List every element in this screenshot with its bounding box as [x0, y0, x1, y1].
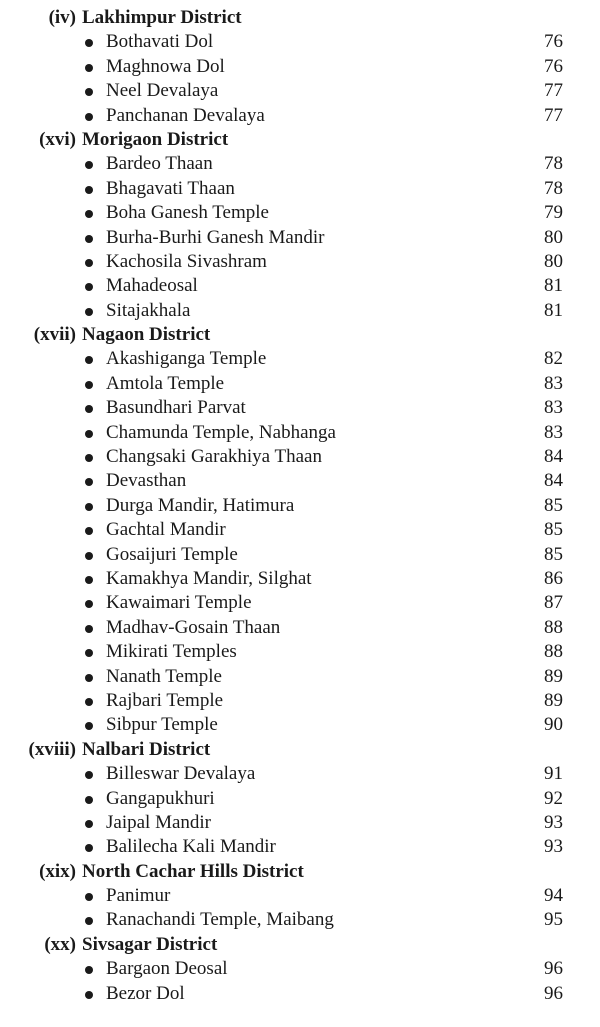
page-number: 76 [544, 55, 563, 77]
page-number: 85 [544, 519, 563, 541]
entry-title: Balilecha Kali Mandir [106, 836, 276, 858]
page-number: 89 [544, 665, 563, 687]
page-number: 87 [544, 592, 563, 614]
page-number: 94 [544, 885, 563, 907]
bullet-icon [84, 518, 94, 542]
toc-entry [0, 177, 600, 201]
entry-title: Jaipal Mandir [106, 811, 212, 833]
bullet-icon [84, 787, 94, 811]
entry-title: Akashiganga Temple [106, 348, 267, 370]
toc-entry [0, 494, 600, 518]
section-heading [0, 6, 600, 30]
entry-title: Ranachandi Temple, Maibang [106, 909, 334, 931]
entry-title: Basundhari Parvat [106, 397, 246, 419]
entry-title: Kamakhya Mandir, Silghat [106, 567, 312, 589]
toc-entry [0, 762, 600, 786]
section-heading [0, 933, 600, 957]
entry-title: Sitajakhala [106, 299, 191, 321]
page-number: 84 [544, 470, 563, 492]
page-number: 93 [544, 811, 563, 833]
toc-entry [0, 104, 600, 128]
entry-title: Gachtal Mandir [106, 519, 226, 541]
table-of-contents [0, 6, 600, 1006]
page-number: 83 [544, 421, 563, 443]
page-number: 85 [544, 543, 563, 565]
page-number: 96 [544, 982, 563, 1004]
page-number: 89 [544, 689, 563, 711]
bullet-icon [84, 226, 94, 250]
bullet-icon [84, 469, 94, 493]
page-number: 78 [544, 153, 563, 175]
page-number: 80 [544, 250, 563, 272]
toc-entry [0, 884, 600, 908]
entry-title: Bhagavati Thaan [106, 177, 235, 199]
entry-title: Changsaki Garakhiya Thaan [106, 446, 322, 468]
entry-title: Nanath Temple [106, 665, 222, 687]
entry-title: Kachosila Sivashram [106, 250, 267, 272]
page-number: 77 [544, 104, 563, 126]
bullet-icon [84, 347, 94, 371]
bullet-icon [84, 762, 94, 786]
bullet-icon [84, 957, 94, 981]
page-number: 79 [544, 202, 563, 224]
page-number: 81 [544, 299, 563, 321]
toc-entry [0, 250, 600, 274]
toc-entry [0, 908, 600, 932]
page-number: 84 [544, 446, 563, 468]
toc-entry [0, 226, 600, 250]
bullet-icon [84, 274, 94, 298]
entry-title: Madhav-Gosain Thaan [106, 616, 281, 638]
toc-entry [0, 299, 600, 323]
bullet-icon [84, 177, 94, 201]
toc-entry [0, 787, 600, 811]
toc-entry [0, 79, 600, 103]
entry-title: Panchanan Devalaya [106, 104, 265, 126]
bullet-icon [84, 396, 94, 420]
toc-entry [0, 616, 600, 640]
page-number: 85 [544, 494, 563, 516]
toc-entry [0, 689, 600, 713]
page-number: 82 [544, 348, 563, 370]
entry-title: Mahadeosal [106, 275, 198, 297]
bullet-icon [84, 835, 94, 859]
entry-title: Neel Devalaya [106, 80, 219, 102]
bullet-icon [84, 640, 94, 664]
section-title: Nagaon District [82, 324, 211, 346]
toc-entry [0, 372, 600, 396]
entry-title: Boha Ganesh Temple [106, 202, 269, 224]
bullet-icon [84, 445, 94, 469]
page-number: 83 [544, 397, 563, 419]
bullet-icon [84, 104, 94, 128]
page-number: 80 [544, 226, 563, 248]
entry-title: Mikirati Temples [106, 641, 237, 663]
section-title: Sivsagar District [82, 933, 218, 955]
entry-title: Devasthan [106, 470, 187, 492]
entry-title: Bezor Dol [106, 982, 185, 1004]
entry-title: Rajbari Temple [106, 689, 224, 711]
toc-entry [0, 152, 600, 176]
toc-entry [0, 811, 600, 835]
toc-entry [0, 30, 600, 54]
page-number: 91 [544, 763, 563, 785]
toc-entry [0, 567, 600, 591]
entry-title: Panimur [106, 885, 171, 907]
bullet-icon [84, 79, 94, 103]
toc-entry [0, 347, 600, 371]
toc-entry [0, 591, 600, 615]
section-number: (iv) [48, 7, 76, 28]
section-title: Nalbari District [82, 738, 211, 760]
page-number: 81 [544, 275, 563, 297]
page-number: 95 [544, 909, 563, 931]
bullet-icon [84, 591, 94, 615]
toc-entry [0, 982, 600, 1006]
toc-entry [0, 421, 600, 445]
section-number: (xviii) [28, 738, 76, 760]
toc-entry [0, 274, 600, 298]
section-heading [0, 128, 600, 152]
bullet-icon [84, 543, 94, 567]
section-number: (xvi) [39, 128, 76, 150]
page-number: 88 [544, 641, 563, 663]
entry-title: Bardeo Thaan [106, 153, 213, 175]
toc-entry [0, 55, 600, 79]
bullet-icon [84, 567, 94, 591]
bullet-icon [84, 201, 94, 225]
bullet-icon [84, 982, 94, 1006]
entry-title: Durga Mandir, Hatimura [106, 494, 295, 516]
bullet-icon [84, 250, 94, 274]
toc-entry [0, 543, 600, 567]
bullet-icon [84, 55, 94, 79]
entry-title: Gosaijuri Temple [106, 543, 238, 565]
bullet-icon [84, 299, 94, 323]
toc-entry [0, 445, 600, 469]
bullet-icon [84, 372, 94, 396]
entry-title: Billeswar Devalaya [106, 763, 256, 785]
page-number: 86 [544, 567, 563, 589]
page-number: 77 [544, 80, 563, 102]
toc-entry [0, 469, 600, 493]
bullet-icon [84, 811, 94, 835]
page-number: 90 [544, 714, 563, 736]
page-number: 93 [544, 836, 563, 858]
bullet-icon [84, 616, 94, 640]
section-title: Morigaon District [82, 128, 229, 150]
entry-title: Chamunda Temple, Nabhanga [106, 421, 336, 443]
toc-entry [0, 713, 600, 737]
section-heading [0, 323, 600, 347]
page-number: 76 [544, 31, 563, 53]
section-number: (xix) [39, 860, 76, 882]
toc-entry [0, 396, 600, 420]
entry-title: Sibpur Temple [106, 714, 218, 736]
bullet-icon [84, 908, 94, 932]
bullet-icon [84, 713, 94, 737]
section-number: (xvii) [33, 324, 76, 346]
page-number: 78 [544, 177, 563, 199]
entry-title: Bargaon Deosal [106, 958, 228, 980]
entry-title: Burha-Burhi Ganesh Mandir [106, 226, 325, 248]
section-number: (xx) [44, 933, 76, 955]
bullet-icon [84, 665, 94, 689]
entry-title: Gangapukhuri [106, 787, 215, 809]
section-title: Lakhimpur District [82, 7, 242, 28]
entry-title: Maghnowa Dol [106, 55, 225, 77]
toc-entry [0, 835, 600, 859]
bullet-icon [84, 689, 94, 713]
bullet-icon [84, 494, 94, 518]
toc-entry [0, 201, 600, 225]
toc-entry [0, 957, 600, 981]
toc-entry [0, 640, 600, 664]
entry-title: Bothavati Dol [106, 31, 214, 53]
toc-entry [0, 665, 600, 689]
page-number: 92 [544, 787, 563, 809]
bullet-icon [84, 884, 94, 908]
section-heading [0, 738, 600, 762]
entry-title: Amtola Temple [106, 372, 225, 394]
page-number: 88 [544, 616, 563, 638]
entry-title: Kawaimari Temple [106, 592, 252, 614]
page-number: 83 [544, 372, 563, 394]
bullet-icon [84, 152, 94, 176]
toc-entry [0, 518, 600, 542]
page-number: 96 [544, 958, 563, 980]
section-title: North Cachar Hills District [82, 860, 304, 882]
section-heading [0, 860, 600, 884]
bullet-icon [84, 30, 94, 54]
bullet-icon [84, 421, 94, 445]
